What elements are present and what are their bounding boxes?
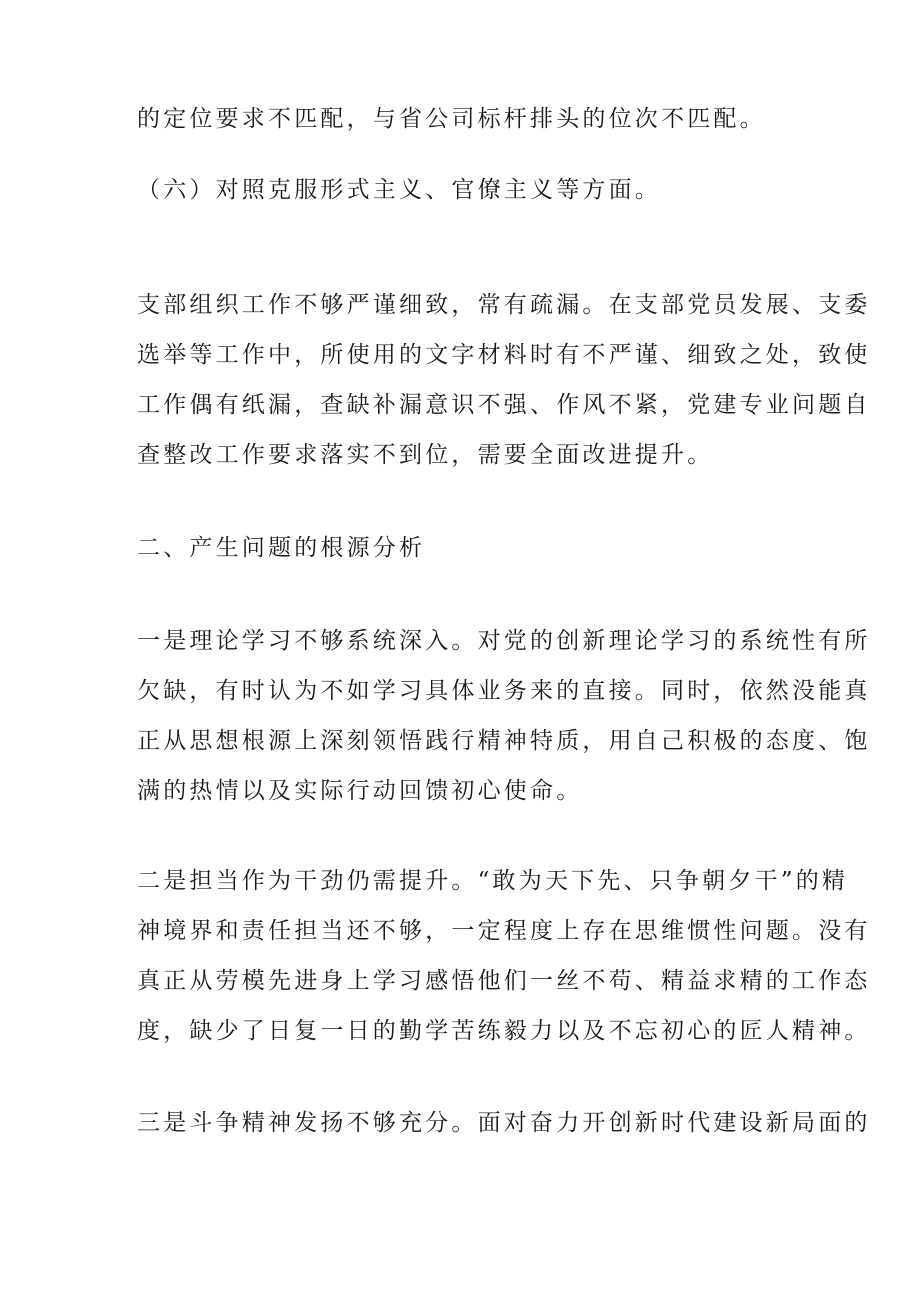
paragraph-3-line-3: 正从思想根源上深刻领悟践行精神特质，用自己积极的态度、饱 bbox=[137, 728, 871, 754]
paragraph-2-line-1: 支部组织工作不够严谨细致，常有疏漏。在支部党员发展、支委 bbox=[137, 292, 871, 318]
paragraph-3-line-4: 满的热情以及实际行动回馈初心使命。 bbox=[137, 778, 583, 804]
paragraph-3-line-2: 欠缺，有时认为不如学习具体业务来的直接。同时，依然没能真 bbox=[137, 678, 871, 704]
section-2-title: 二、产生问题的根源分析 bbox=[137, 535, 426, 561]
section-heading-6: （六）对照克服形式主义、官僚主义等方面。 bbox=[137, 177, 661, 203]
paragraph-5-line-1: 三是斗争精神发扬不够充分。面对奋力开创新时代建设新局面的 bbox=[137, 1110, 871, 1136]
paragraph-3-line-1: 一是理论学习不够系统深入。对党的创新理论学习的系统性有所 bbox=[137, 628, 871, 654]
paragraph-1-line-1: 的定位要求不匹配，与省公司标杆排头的位次不匹配。 bbox=[137, 106, 766, 132]
paragraph-4-line-1: 二是担当作为干劲仍需提升。“敢为天下先、只争朝夕干”的精 bbox=[137, 868, 849, 894]
paragraph-2-line-2: 选举等工作中，所使用的文字材料时有不严谨、细致之处，致使 bbox=[137, 342, 871, 368]
paragraph-4-line-4: 度，缺少了日复一日的勤学苦练毅力以及不忘初心的匠人精神。 bbox=[137, 1018, 871, 1044]
paragraph-4-line-3: 真正从劳模先进身上学习感悟他们一丝不苟、精益求精的工作态 bbox=[137, 968, 871, 994]
paragraph-4-line-2: 神境界和责任担当还不够，一定程度上存在思维惯性问题。没有 bbox=[137, 918, 871, 944]
paragraph-2-line-3: 工作偶有纸漏，查缺补漏意识不强、作风不紧，党建专业问题自 bbox=[137, 392, 871, 418]
paragraph-2-line-4: 查整改工作要求落实不到位，需要全面改进提升。 bbox=[137, 442, 714, 468]
